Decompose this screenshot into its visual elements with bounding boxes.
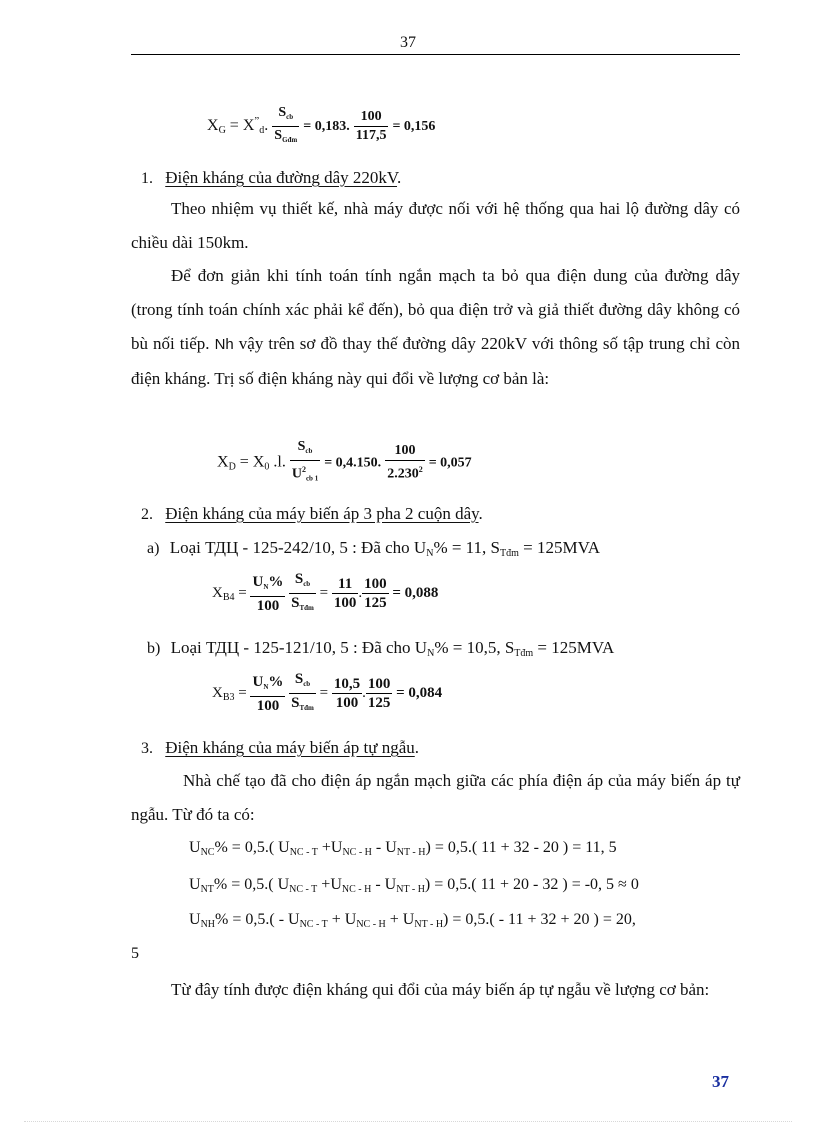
- page-bottom-divider: [24, 1121, 792, 1122]
- section-3-heading: 3. Điện kháng của máy biến áp tự ngẫu.: [141, 738, 419, 757]
- section-2-item-a: a) Loại ТДЦ - 125-242/10, 5 : Đã cho $U_N\% = 11$, $S_{Tđm} = 125MVA$: [147, 538, 600, 559]
- equation-unh: $U_{NH}\% = 0,5.( - U_{NC - T} + U_{NC - H} + U_{NT - H}) = 0,5.( - 11 + 32 + 20$ ) = 20,: [189, 911, 636, 930]
- equation-unt: $U_{NT}\% = 0,5$.( $U_{NC - T} +U_{NC - H} - U_{NT - H}) = 0,5$.( 11 + 20 - 32 ) = -0, 5 ≈ 0: [189, 876, 639, 895]
- section-3-paragraph-1: Nhà chế tạo đã cho điện áp ngắn mạch giữa các phía điện áp của máy biến áp tự ngẫu. Từ đó ta có:: [131, 771, 740, 824]
- equation-xb4: $X_{B4}$ = $\frac{U_N\%}{100}$ $\frac{S_{cb}}{S_{Tđm}}$ = $\frac{11}{100}$ . $\frac{100}{125}$ = 0,088: [212, 571, 439, 614]
- equation-unh-wrap: 5: [131, 945, 139, 962]
- header-rule: [131, 54, 740, 55]
- section-1-paragraph-1: Theo nhiệm vụ thiết kế, nhà máy được nối với hệ thống qua hai lộ đường dây có chiều dài 150km.: [131, 199, 740, 252]
- equation-xb3: $X_{B3}$ = $\frac{U_N\%}{100}$ $\frac{S_{cb}}{S_{Tđm}}$ = $\frac{10,5}{100}$ . $\frac{100}{125}$ = 0,084: [212, 671, 443, 714]
- page-footer-number: 37: [712, 1072, 729, 1091]
- section-1-paragraph-2: Để đơn giản khi tính toán tính ngắn mạch ta bỏ qua điện dung của đường dây (trong tính toán chính xác phải kể đến), bỏ qua điện trở và giả thiết đường dây không có bù nối tiếp. Nh vậy trên sơ đồ thay thế đường dây 220kV với thông số tập trung chỉ còn điện kháng. Trị số điện kháng này qui đổi về lượng cơ bản là:: [131, 266, 741, 388]
- equation-unc: $U_{NC}\% = 0,5$.( $U_{NC - T} +U_{NC - H} - U_{NT - H}) = 0,5$.( 11 + 32 - 20 ) = 11, 5: [189, 839, 617, 858]
- page-header-number: 37: [400, 34, 416, 51]
- section-2-item-b: b) Loại ТДЦ - 125-121/10, 5 : Đã cho $U_N\% = 10,5$, $S_{Tđm} = 125MVA$: [147, 638, 615, 659]
- equation-xg: $X_G = X^”_d$. $\frac{S_{cb}}{S_{Gđm}}$ = 0,183. $\frac{100}{117,5}$ = 0,156: [207, 105, 436, 144]
- section-2-heading: 2. Điện kháng của máy biến áp 3 pha 2 cuộn dây.: [141, 504, 483, 523]
- section-3-paragraph-2: Từ đây tính được điện kháng qui đổi của máy biến áp tự ngẫu về lượng cơ bản:: [171, 980, 710, 999]
- equation-xd: $X_D = X_0$ .l. $\frac{S_{cb}}{U^2_{cb 1}}$ = 0,4.150. $\frac{100}{2.230^2}$ = 0,057: [217, 439, 472, 483]
- section-1-heading: 1. Điện kháng của đường dây 220kV.: [141, 168, 402, 187]
